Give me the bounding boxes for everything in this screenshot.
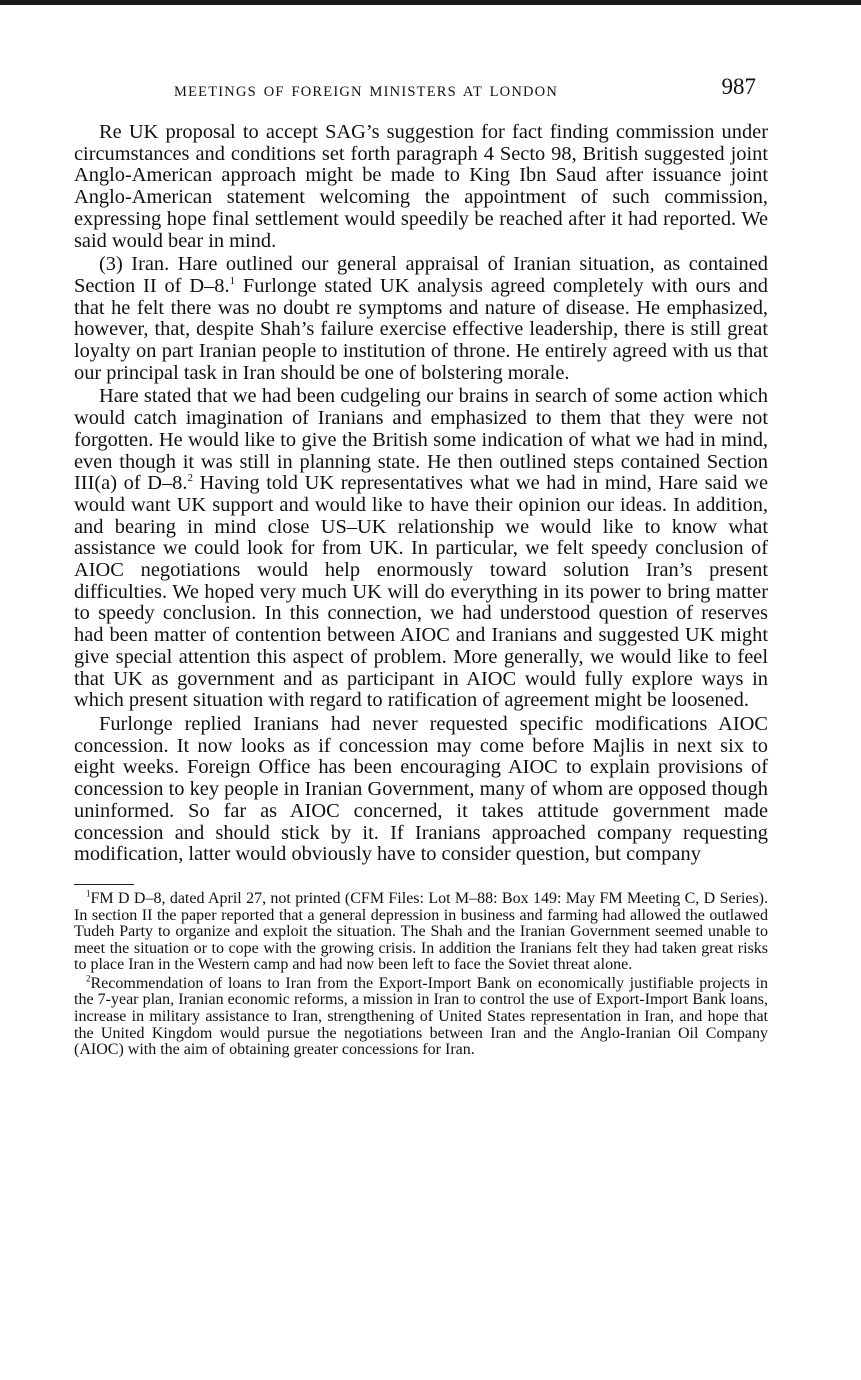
page-number: 987 bbox=[721, 74, 756, 99]
paragraph-4 bbox=[74, 714, 768, 866]
footnote-2-marker: 2 bbox=[86, 973, 91, 984]
running-head bbox=[74, 74, 768, 104]
footnote-ref-2[interactable]: 2 bbox=[187, 472, 193, 485]
footnote-1-text: FM D D–8, dated April 27, not printed (CFM Files: Lot M–88: Box 149: May FM Meeting C, D Series). In section II the paper reported that a general depression in business and farming had allowed the outlawed Tudeh Party to organize and exploit the situation. The Shah and the Iranian Government seemed unable to meet the situation or to cope with the growing crisis. In addition the Iranians felt they had taken great risks to place Iran in the Western camp and had now been left to face the Soviet threat alone. bbox=[74, 889, 768, 974]
paragraph-2-text-a: (3) Iran. Hare outlined our general appraisal of Iranian situation, as contained Section II of D–8. bbox=[74, 253, 768, 297]
paragraph-1-text: Re UK proposal to accept SAG’s suggestion for fact finding commission under circumstances and conditions set forth paragraph 4 Secto 98, British suggested joint Anglo-American approach might be made to King Ibn Saud after issuance joint Anglo-American statement welcoming the appointment of such commission, expressing hope final settlement would speedily be reached after it had reported. We said would bear in mind. bbox=[74, 121, 768, 252]
paragraph-3-text-b: Having told UK representatives what we had in mind, Hare said we would want UK support and would like to have their opinion our ideas. In addition, and bearing in mind close US–UK relationship we would like to know what assistance we could look for from UK. In particular, we felt speedy conclusion of AIOC negotiations would help enormously toward solution Iran’s present difficulties. We hoped very much UK will do everything in its power to bring matter to speedy conclusion. In this connection, we had understood question of reserves had been matter of contention between AIOC and Iranians and suggested UK might give special attention this aspect of problem. More generally, we would like to feel that UK as government and as participant in AIOC would fully explore ways in which present situation with regard to ratification of agreement might be loosened. bbox=[74, 472, 768, 712]
paragraph-3-text-a: Hare stated that we had been cudgeling our brains in search of some action which would catch imagination of Iranians and emphasized to them that they were not forgotten. He would like to give the British some indication of what we had in mind, even though it was still in planning state. He then outlined steps contained Section III(a) of D–8. bbox=[74, 385, 768, 495]
footnote-1-marker: 1 bbox=[86, 888, 91, 899]
footnote-divider bbox=[74, 884, 134, 885]
footnote-1 bbox=[74, 888, 768, 974]
paragraph-4-text: Furlonge replied Iranians had never requested specific modifications AIOC concession. It now looks as if concession may come before Majlis in next six to eight weeks. Foreign Office has been encouraging AIOC to explain provisions of concession to key people in Iranian Government, many of whom are opposed though uninformed. So far as AIOC concerned, it takes attitude government made concession and should stick by it. If Iranians approached company requesting modification, latter would obviously have to consider question, but company bbox=[74, 712, 768, 866]
top-edge-rule bbox=[0, 0, 861, 5]
paragraph-3 bbox=[74, 386, 768, 712]
footnote-2 bbox=[74, 973, 768, 1059]
document-page bbox=[74, 74, 768, 1061]
footnote-2-text: Recommendation of loans to Iran from the Export-Import Bank on economically justifiable projects in the 7-year plan, Iranian economic reforms, a mission in Iran to control the use of Export-Import Bank loans, increase in military assistance to Iran, strengthening of United States representation in Iran, and hope that the United Kingdom would pursue the negotiations between Iran and the Anglo-Iranian Oil Company (AIOC) with the aim of obtaining greater concessions for Iran. bbox=[74, 974, 768, 1059]
body-text bbox=[74, 122, 768, 866]
running-title: MEETINGS OF FOREIGN MINISTERS AT LONDON bbox=[174, 84, 559, 100]
paragraph-2 bbox=[74, 254, 768, 384]
paragraph-2-text-b: Furlonge stated UK analysis agreed completely with ours and that he felt there was no doubt re symptoms and nature of disease. He emphasized, however, that, despite Shah’s failure exercise effective leadership, there is still great loyalty on part Iranian people to institution of throne. He entirely agreed with us that our principal task in Iran should be one of bolstering morale. bbox=[74, 274, 768, 384]
paragraph-1 bbox=[74, 122, 768, 252]
footnote-ref-1[interactable]: 1 bbox=[229, 275, 236, 288]
footnotes bbox=[74, 888, 768, 1059]
